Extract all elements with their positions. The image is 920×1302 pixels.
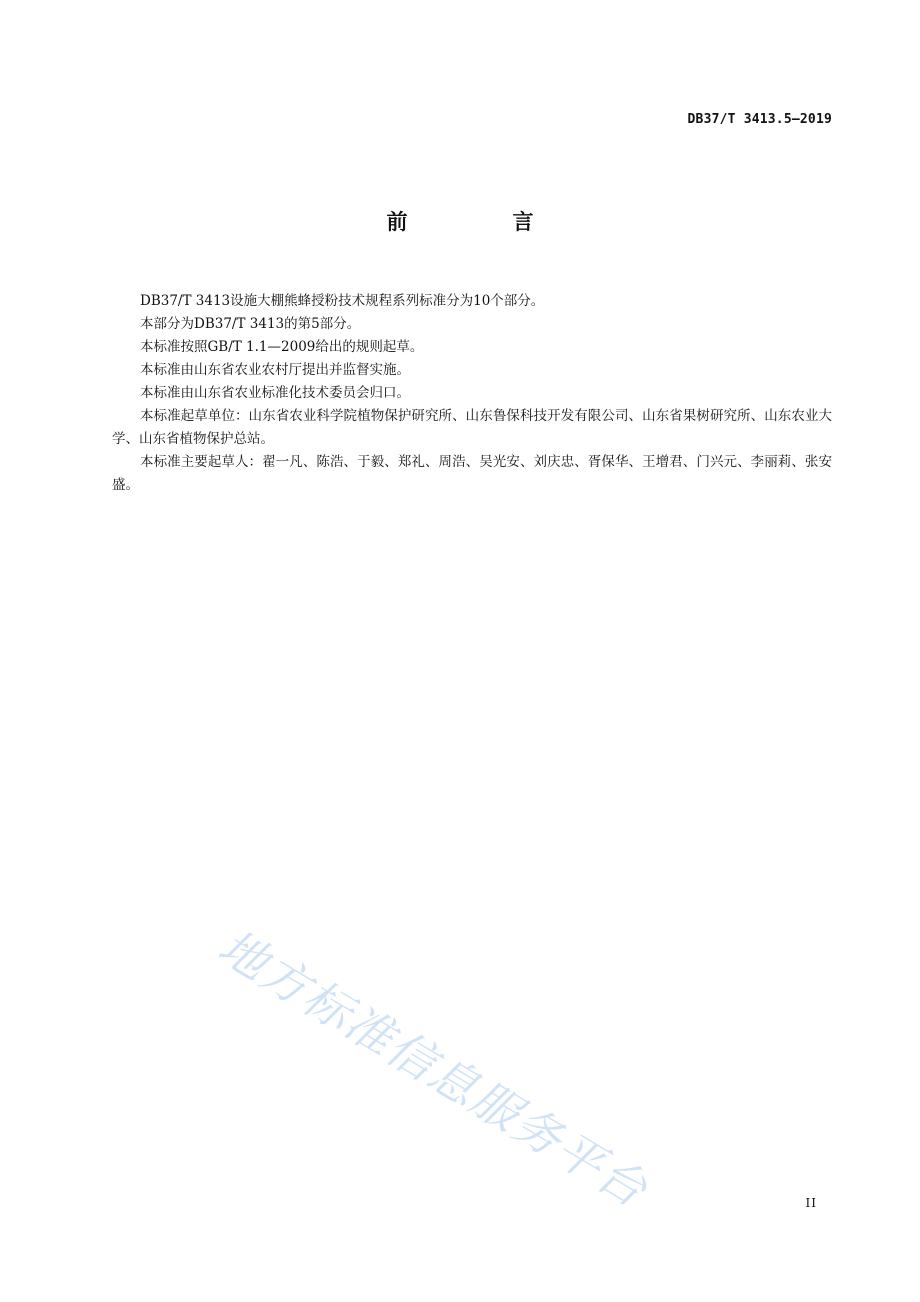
page-title: 前 言 [386,210,576,234]
paragraph-proposer: 本标准由山东省农业农村厅提出并监督实施。 [140,362,410,378]
paragraph-part-number: 本部分为DB37/T 3413的第5部分。 [140,316,361,332]
document-code: DB37/T 3413.5—2019 [687,112,832,127]
watermark: 地方标准信息服务平台 [208,919,658,1219]
foreword-body [112,290,832,497]
paragraph-drafting-units: 本标准起草单位：山东省农业科学院植物保护研究所、山东鲁保科技开发有限公司、山东省果树研究所、山东农业大学、山东省植物保护总站。 [112,408,832,447]
paragraph-drafters: 本标准主要起草人：翟一凡、陈浩、于毅、郑礼、周浩、吴光安、刘庆忠、胥保华、王增君、门兴元、李丽莉、张安盛。 [112,454,832,493]
paragraph-series-parts: DB37/T 3413设施大棚熊蜂授粉技术规程系列标准分为10个部分。 [140,293,545,309]
paragraph-drafting-rules: 本标准按照GB/T 1.1—2009给出的规则起草。 [140,339,424,355]
paragraph-centralized: 本标准由山东省农业标准化技术委员会归口。 [140,385,410,401]
page-number: II [805,1196,817,1210]
